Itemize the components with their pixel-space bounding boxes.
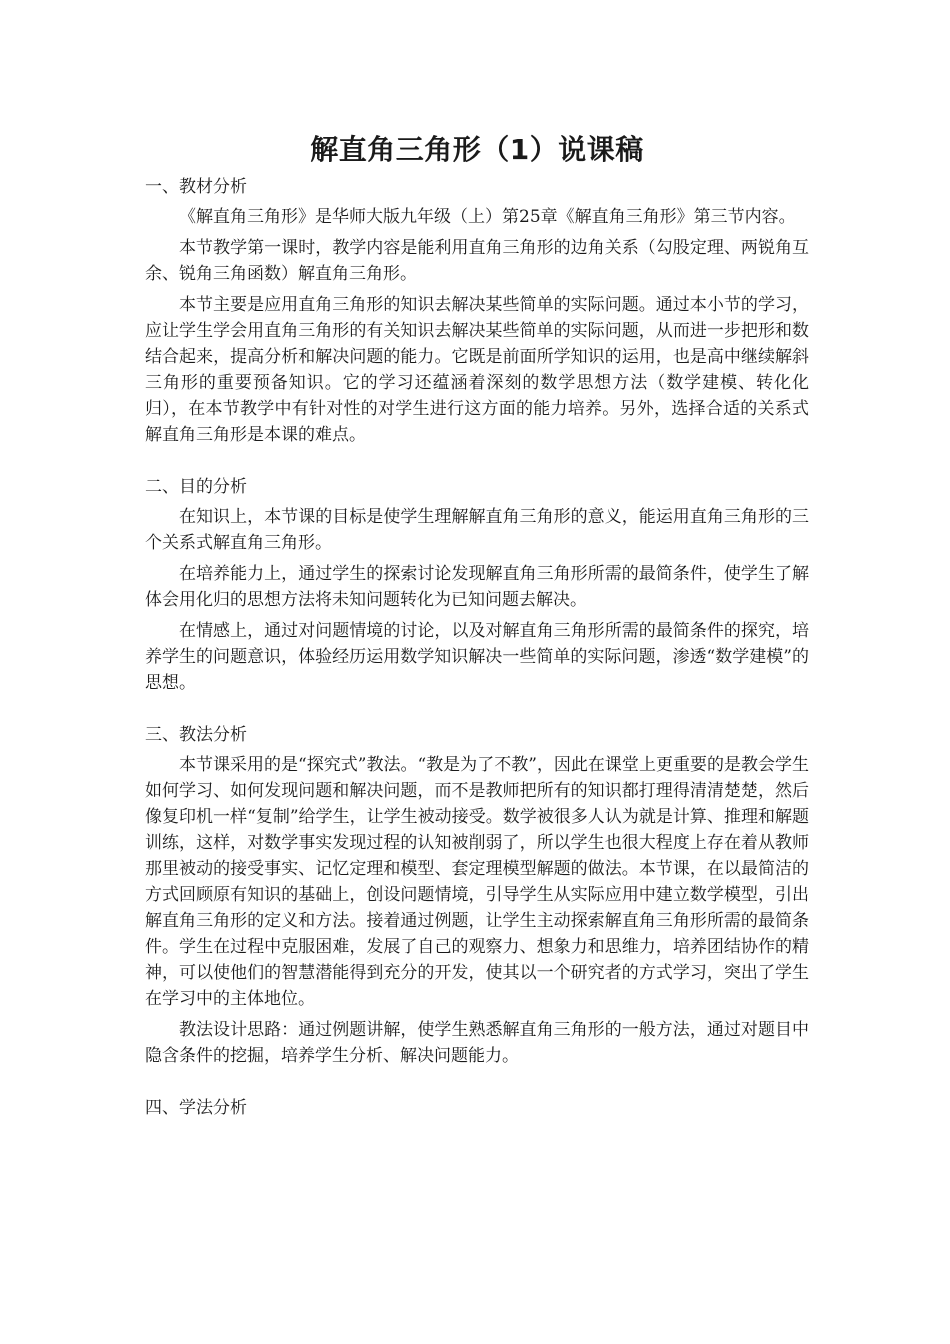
section-heading: 三、教法分析 (145, 725, 247, 745)
paragraph: 本节教学第一课时，教学内容是能利用直角三角形的边角关系（勾股定理、两锐角互余、锐角三角函数）解直角三角形。 (145, 238, 809, 284)
section-heading: 四、学法分析 (145, 1098, 247, 1118)
document-page (145, 128, 809, 1125)
section-objective-analysis (145, 474, 809, 696)
paragraph: 在情感上，通过对问题情境的讨论，以及对解直角三角形所需的最简条件的探究，培养学生的问题意识，体验经历运用数学知识解决一些简单的实际问题，渗透“数学建模”的思想。 (145, 621, 809, 693)
paragraph: 教法设计思路：通过例题讲解，使学生熟悉解直角三角形的一般方法，通过对题目中隐含条件的挖掘，培养学生分析、解决问题能力。 (145, 1020, 809, 1066)
section-heading: 一、教材分析 (145, 177, 247, 197)
document-title: 解直角三角形（1）说课稿 (310, 133, 644, 166)
paragraph: 《解直角三角形》是华师大版九年级（上）第25章《解直角三角形》第三节内容。 (179, 207, 796, 227)
section-heading: 二、目的分析 (145, 477, 247, 497)
paragraph: 本节主要是应用直角三角形的知识去解决某些简单的实际问题。通过本小节的学习，应让学生学会用直角三角形的有关知识去解决某些简单的实际问题，从而进一步把形和数结合起来，提高分析和解决问题的能力。它既是前面所学知识的运用，也是高中继续解斜三角形的重要预备知识。它的学习还蕴涵着深刻的数学思想方法（数学建模、转化化归），在本节教学中有针对性的对学生进行这方面的能力培养。另外，选择合适的关系式解直角三角形是本课的难点。 (145, 295, 809, 445)
paragraph: 在培养能力上，通过学生的探索讨论发现解直角三角形所需的最简条件，使学生了解体会用化归的思想方法将未知问题转化为已知问题去解决。 (145, 564, 809, 610)
paragraph: 在知识上，本节课的目标是使学生理解解直角三角形的意义，能运用直角三角形的三个关系式解直角三角形。 (145, 507, 809, 553)
section-learning-method-analysis (145, 1095, 809, 1121)
section-teaching-method-analysis (145, 722, 809, 1069)
section-textbook-analysis (145, 174, 809, 448)
paragraph: 本节课采用的是“探究式”教法。“教是为了不教”，因此在课堂上更重要的是教会学生如何学习、如何发现问题和解决问题，而不是教师把所有的知识都打理得清清楚楚，然后像复印机一样“复制”给学生，让学生被动接受。数学被很多人认为就是计算、推理和解题训练，这样，对数学事实发现过程的认知被削弱了，所以学生也很大程度上存在着从教师那里被动的接受事实、记忆定理和模型、套定理模型解题的做法。本节课，在以最简洁的方式回顾原有知识的基础上，创设问题情境，引导学生从实际应用中建立数学模型，引出解直角三角形的定义和方法。接着通过例题，让学生主动探索解直角三角形所需的最简条件。学生在过程中克服困难，发展了自己的观察力、想象力和思维力，培养团结协作的精神，可以使他们的智慧潜能得到充分的开发，使其以一个研究者的方式学习，突出了学生在学习中的主体地位。 (145, 755, 809, 1009)
